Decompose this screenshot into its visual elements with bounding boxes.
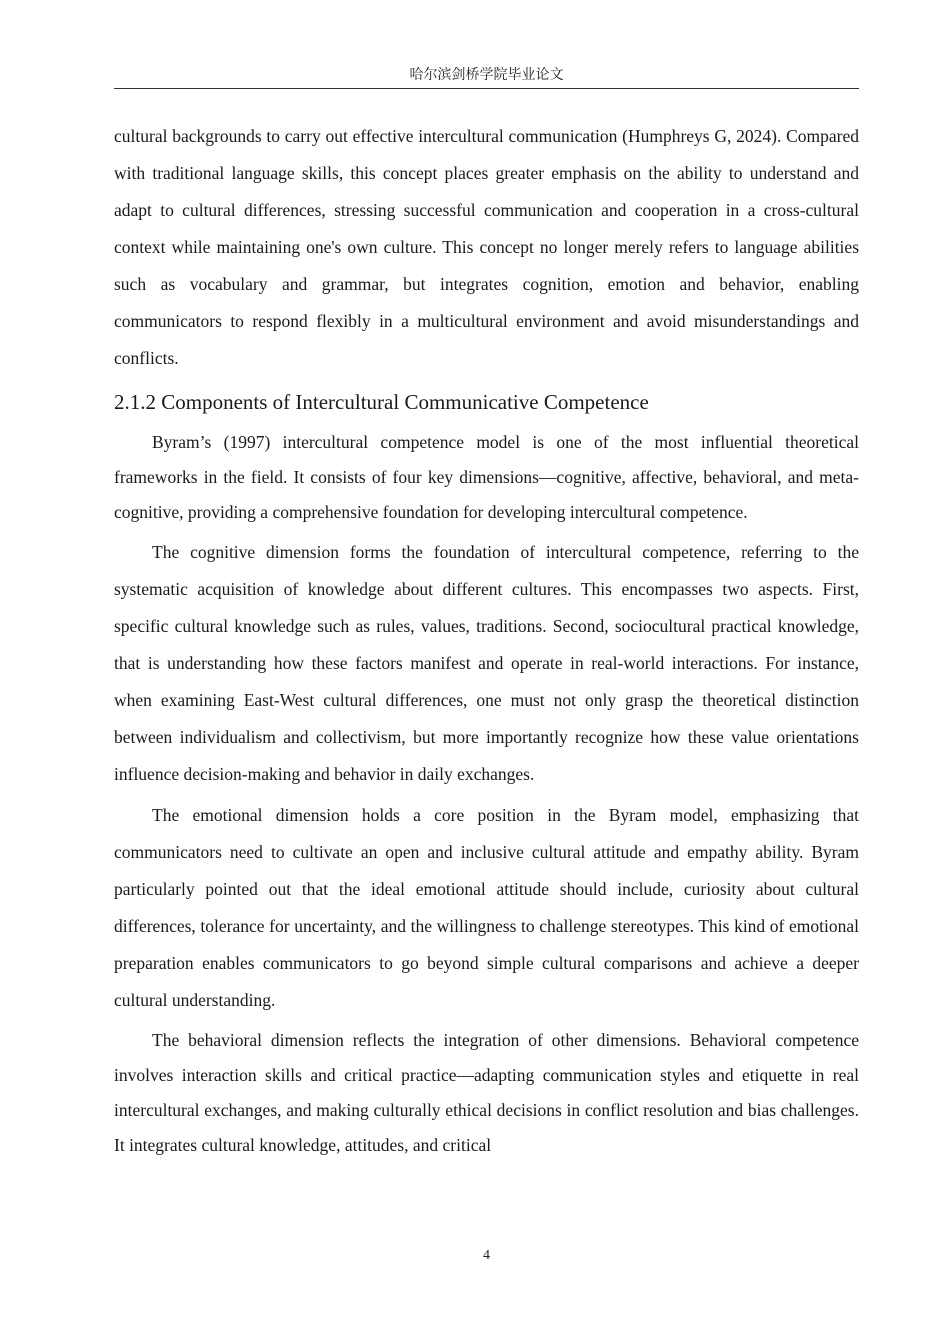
paragraph-emotional: The emotional dimension holds a core position in the Byram model, emphasizing that communicators need to cultivate an open and inclusive cultural attitude and empathy ability. Byram particularly pointed out that the ideal emotional attitude should include, curiosity about cultural differences, tolerance for uncertainty, and the willingness to challenge stereotypes. This kind of emotional preparation enables communicators to go beyond simple cultural comparisons and achieve a deeper cultural understanding. — [114, 805, 859, 1010]
paragraph-cognitive: The cognitive dimension forms the foundation of intercultural competence, referring to the systematic acquisition of knowledge about different cultures. This encompasses two aspects. First, specific cultural knowledge such as rules, values, traditions. Second, sociocultural practical knowledge, that is understanding how these factors manifest and operate in real-world interactions. For instance, when examining East-West cultural differences, one must not only grasp the theoretical distinction between individualism and collectivism, but more importantly recognize how these value orientations influence decision-making and behavior in daily exchanges. — [114, 542, 859, 784]
running-header: 哈尔滨剑桥学院毕业论文 — [409, 67, 564, 83]
page-number: 4 — [483, 1248, 490, 1263]
paragraph-byram-model: Byram’s (1997) intercultural competence model is one of the most influential theoretical frameworks in the field. It consists of four key dimensions—cognitive, affective, behavioral, and meta-cognitive, providing a comprehensive foundation for developing intercultural competence. — [114, 432, 859, 522]
document-body — [114, 118, 859, 1163]
paragraph-behavioral: The behavioral dimension reflects the integration of other dimensions. Behavioral competence involves interaction skills and critical practice—adapting communication styles and etiquette in real intercultural exchanges, and making culturally ethical decisions in conflict resolution and bias challenges. It integrates cultural knowledge, attitudes, and critical — [114, 1030, 859, 1155]
section-heading: 2.1.2 Components of Intercultural Communicative Competence — [114, 390, 649, 414]
paragraph-continued: cultural backgrounds to carry out effective intercultural communication (Humphreys G, 2024). Compared with traditional language skills, this concept places greater emphasis on the ability to understand and adapt to cultural differences, stressing successful communication and cooperation in a cross-cultural context while maintaining one's own culture. This concept no longer merely refers to language abilities such as vocabulary and grammar, but integrates cognition, emotion and behavior, enabling communicators to respond flexibly in a multicultural environment and avoid misunderstandings and conflicts. — [114, 126, 859, 368]
header-rule — [114, 88, 859, 89]
